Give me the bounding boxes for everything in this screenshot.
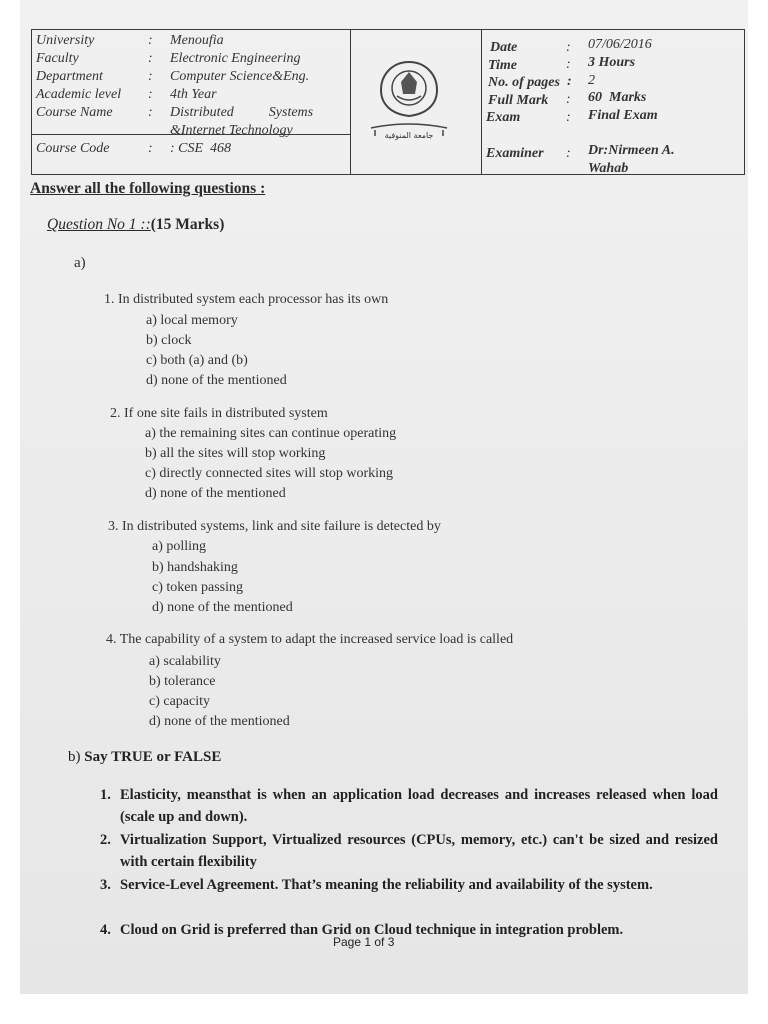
header-sep: : bbox=[148, 141, 153, 156]
logo-caption: جامعة المنوفية bbox=[384, 131, 434, 140]
question-1-marks: (15 Marks) bbox=[150, 216, 225, 233]
header-label-university: University bbox=[36, 33, 95, 48]
exam-instructions: Answer all the following questions : bbox=[30, 180, 266, 197]
header-sep: : bbox=[148, 51, 153, 66]
mcq-option: a) scalability bbox=[149, 654, 221, 669]
header-label-pages: No. of pages bbox=[488, 75, 560, 90]
mcq-option: c) both (a) and (b) bbox=[146, 353, 248, 368]
part-b-label: b) bbox=[68, 749, 81, 765]
header-value-time: 3 Hours bbox=[588, 55, 636, 70]
true-false-item-1 bbox=[100, 784, 718, 828]
header-sep: : bbox=[566, 146, 571, 161]
header-label-date: Date bbox=[490, 40, 518, 55]
header-label-department: Department bbox=[36, 69, 103, 84]
header-sep: : bbox=[566, 40, 571, 55]
mcq-number: 2. bbox=[110, 406, 121, 421]
true-false-item-4 bbox=[100, 919, 718, 941]
mcq-option: b) tolerance bbox=[149, 674, 216, 689]
tf-statement: Cloud on Grid is preferred than Grid on Cloud technique in integration problem. bbox=[120, 922, 624, 938]
page-number: Page 1 of 3 bbox=[333, 935, 395, 949]
header-label-course-code: Course Code bbox=[36, 141, 110, 156]
header-sep: : bbox=[567, 74, 572, 89]
mcq-stem: If one site fails in distributed system bbox=[124, 406, 328, 421]
header-value-date: 07/06/2016 bbox=[588, 37, 652, 52]
header-sep: : bbox=[566, 57, 571, 72]
header-value-examiner-cont: Wahab bbox=[588, 161, 629, 176]
header-value-course-name: Distributed Systems bbox=[170, 105, 314, 120]
mcq-number: 4. bbox=[106, 632, 117, 647]
mcq-item-4 bbox=[106, 632, 513, 648]
mcq-option: d) none of the mentioned bbox=[152, 600, 293, 615]
header-label-course-name: Course Name bbox=[36, 105, 113, 120]
header-value-university: Menoufia bbox=[170, 33, 224, 48]
header-label-academic-level: Academic level bbox=[36, 87, 122, 102]
header-sep: : bbox=[566, 110, 571, 125]
mcq-item-2 bbox=[110, 406, 328, 422]
mcq-option: d) none of the mentioned bbox=[145, 486, 286, 501]
header-label-time: Time bbox=[488, 58, 518, 73]
header-value-course-name-cont: &Internet Technology bbox=[170, 123, 293, 138]
mcq-number: 1. bbox=[104, 292, 115, 307]
header-value-exam: Final Exam bbox=[588, 108, 658, 123]
mcq-option: b) handshaking bbox=[152, 560, 238, 575]
mcq-option: c) capacity bbox=[149, 694, 211, 709]
mcq-stem: In distributed systems, link and site failure is detected by bbox=[122, 519, 441, 534]
tf-number: 3. bbox=[100, 877, 111, 893]
question-1-label: Question No 1 :: bbox=[47, 216, 151, 233]
mcq-option: a) the remaining sites can continue operating bbox=[145, 426, 397, 441]
mcq-item-3 bbox=[108, 519, 441, 535]
mcq-option: c) directly connected sites will stop working bbox=[145, 466, 394, 481]
header-label-examiner: Examiner bbox=[486, 146, 544, 161]
header-value-examiner: Dr:Nirmeen A. bbox=[588, 143, 675, 158]
mcq-option: b) clock bbox=[146, 333, 192, 348]
header-sep: : bbox=[148, 105, 153, 120]
header-value-department: Computer Science&Eng. bbox=[170, 69, 310, 84]
part-a-label: a) bbox=[74, 255, 86, 271]
header-label-faculty: Faculty bbox=[36, 51, 79, 66]
header-sep: : bbox=[566, 92, 571, 107]
mcq-item-1 bbox=[104, 292, 388, 308]
tf-number: 4. bbox=[100, 922, 111, 938]
header-value-full-mark: 60 Marks bbox=[588, 90, 647, 105]
header-value-academic-level: 4th Year bbox=[170, 87, 217, 102]
mcq-option: d) none of the mentioned bbox=[149, 714, 290, 729]
header-value-faculty: Electronic Engineering bbox=[170, 51, 301, 66]
mcq-number: 3. bbox=[108, 519, 119, 534]
part-b-heading bbox=[68, 749, 221, 766]
university-seal-logo bbox=[365, 58, 453, 144]
tf-number: 1. bbox=[100, 787, 111, 803]
header-value-course-code: : CSE 468 bbox=[170, 141, 232, 156]
mcq-option: a) polling bbox=[152, 539, 207, 554]
header-label-exam: Exam bbox=[486, 110, 521, 125]
true-false-item-3 bbox=[100, 874, 718, 896]
mcq-option: d) none of the mentioned bbox=[146, 373, 287, 388]
mcq-option: b) all the sites will stop working bbox=[145, 446, 326, 461]
tf-number: 2. bbox=[100, 832, 111, 848]
true-false-item-2 bbox=[100, 829, 718, 873]
tf-statement: Service-Level Agreement. That’s meaning the reliability and availability of the system. bbox=[120, 877, 653, 893]
tf-statement: Virtualization Support, Virtualized resources (CPUs, memory, etc.) can't be sized and resized with certain flexibility bbox=[120, 832, 718, 870]
question-1-heading bbox=[47, 216, 224, 234]
part-b-title: Say TRUE or FALSE bbox=[84, 749, 222, 765]
mcq-option: a) local memory bbox=[146, 313, 238, 328]
header-value-pages: 2 bbox=[588, 73, 595, 88]
header-label-full-mark: Full Mark bbox=[488, 93, 549, 108]
header-sep: : bbox=[148, 69, 153, 84]
mcq-option: c) token passing bbox=[152, 580, 243, 595]
mcq-stem: The capability of a system to adapt the increased service load is called bbox=[119, 632, 514, 647]
mcq-stem: In distributed system each processor has its own bbox=[118, 292, 389, 307]
header-sep: : bbox=[148, 33, 153, 48]
header-sep: : bbox=[148, 87, 153, 102]
tf-statement: Elasticity, meansthat is when an application load decreases and increases released when load (scale up and down). bbox=[120, 787, 718, 825]
